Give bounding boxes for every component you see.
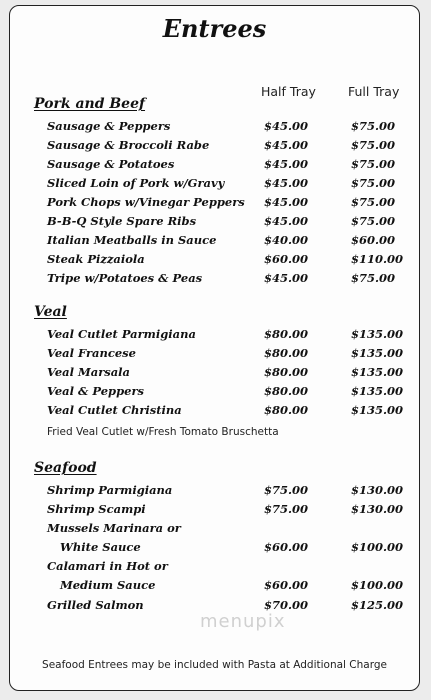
price-half: $60.00 [264,578,309,592]
price-full: $130.00 [351,483,404,497]
price-full: $75.00 [351,271,396,285]
menu-item: Veal Cutlet Parmigiana [47,327,196,341]
menu-item: Veal Cutlet Christina [47,403,182,417]
price-half: $45.00 [264,138,309,152]
price-half: $45.00 [264,195,309,209]
price-full: $110.00 [351,252,404,266]
price-full: $75.00 [351,157,396,171]
price-full: $135.00 [351,327,404,341]
price-full: $125.00 [351,598,404,612]
price-full: $75.00 [351,176,396,190]
veal-note: Fried Veal Cutlet w/Fresh Tomato Bruschetta [47,426,279,438]
price-full: $135.00 [351,403,404,417]
price-full: $100.00 [351,578,404,592]
menu-item: Steak Pizzaiola [47,252,145,266]
price-full: $75.00 [351,138,396,152]
watermark: menupix [200,611,286,632]
price-full: $100.00 [351,540,404,554]
price-half: $60.00 [264,252,309,266]
menu-item: Italian Meatballs in Sauce [47,233,217,247]
price-full: $75.00 [351,119,396,133]
menu-item: B-B-Q Style Spare Ribs [47,214,197,228]
menu-item: Veal & Peppers [47,384,144,398]
menu-item: Calamari in Hot or [47,559,168,573]
price-half: $45.00 [264,214,309,228]
price-half: $80.00 [264,346,309,360]
menu-item: Shrimp Parmigiana [47,483,173,497]
menu-item: Sausage & Peppers [47,119,171,133]
price-half: $45.00 [264,119,309,133]
price-half: $80.00 [264,403,309,417]
menu-card [9,5,420,691]
price-full: $135.00 [351,384,404,398]
price-full: $75.00 [351,195,396,209]
page-title: Entrees [162,14,267,43]
menu-item-cont: White Sauce [60,540,141,554]
footer-note: Seafood Entrees may be included with Pasta at Additional Charge [42,659,387,671]
menu-item: Veal Marsala [47,365,130,379]
price-half: $75.00 [264,502,309,516]
section-pork-beef: Pork and Beef [34,96,146,112]
price-full: $135.00 [351,346,404,360]
section-veal: Veal [34,304,67,320]
col-half-tray: Half Tray [261,84,316,99]
price-full: $60.00 [351,233,396,247]
price-full: $130.00 [351,502,404,516]
price-half: $45.00 [264,271,309,285]
menu-item: Shrimp Scampi [47,502,146,516]
price-half: $70.00 [264,598,309,612]
menu-item: Sausage & Potatoes [47,157,175,171]
menu-item: Grilled Salmon [47,598,144,612]
price-half: $45.00 [264,176,309,190]
price-half: $75.00 [264,483,309,497]
price-half: $80.00 [264,384,309,398]
menu-item: Mussels Marinara or [47,521,181,535]
price-half: $60.00 [264,540,309,554]
price-half: $80.00 [264,327,309,341]
menu-item: Sausage & Broccoli Rabe [47,138,210,152]
price-half: $80.00 [264,365,309,379]
price-full: $135.00 [351,365,404,379]
price-half: $45.00 [264,157,309,171]
menu-item: Tripe w/Potatoes & Peas [47,271,203,285]
price-half: $40.00 [264,233,309,247]
menu-item-cont: Medium Sauce [60,578,156,592]
menu-item: Sliced Loin of Pork w/Gravy [47,176,225,190]
price-full: $75.00 [351,214,396,228]
menu-item: Veal Francese [47,346,136,360]
menu-item: Pork Chops w/Vinegar Peppers [47,195,245,209]
section-seafood: Seafood [34,460,97,476]
col-full-tray: Full Tray [348,84,400,99]
